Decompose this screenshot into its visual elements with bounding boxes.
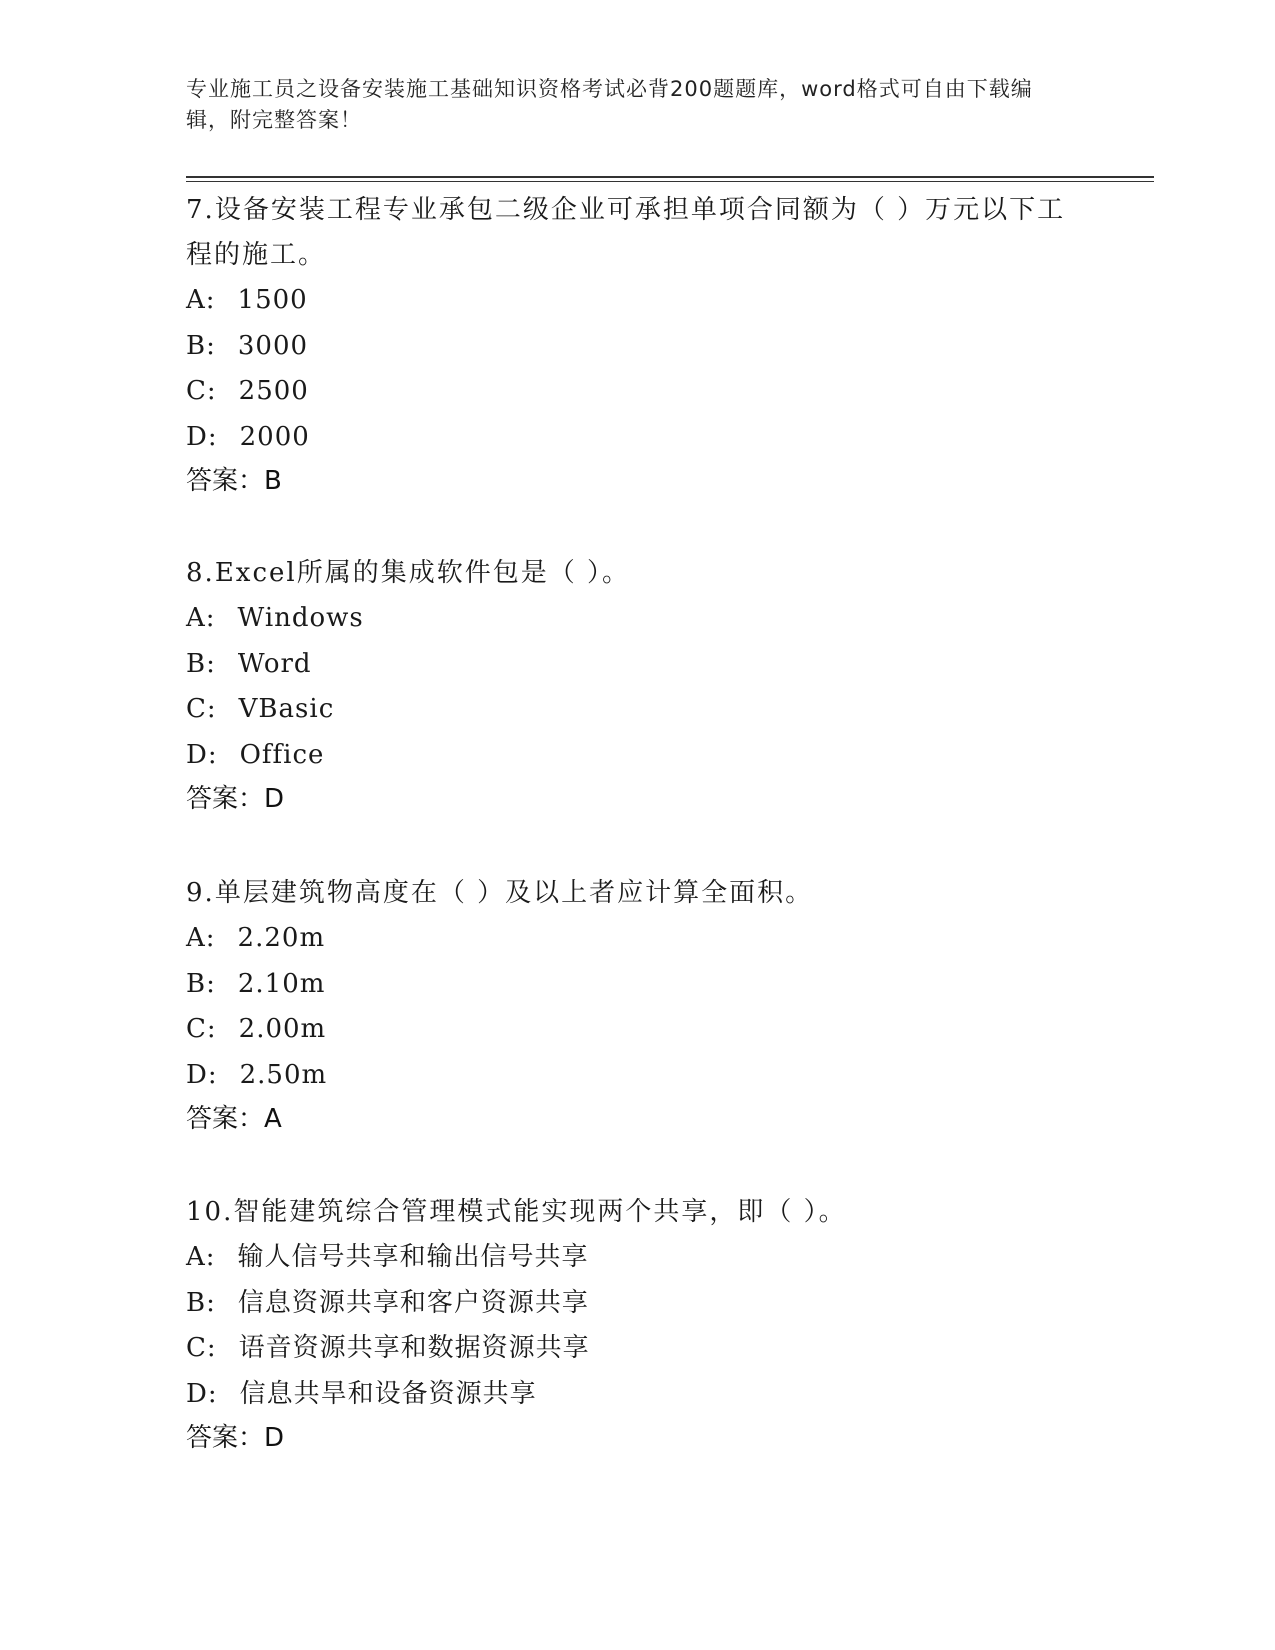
option-letter: D: (186, 421, 218, 452)
option-b (186, 324, 1086, 370)
option-letter: D: (186, 739, 218, 770)
header-divider-secondary (186, 181, 1154, 182)
option-c (186, 687, 1086, 733)
option-d (186, 1053, 1086, 1099)
option-letter: A: (186, 285, 216, 315)
option-letter: A: (186, 603, 216, 633)
option-c (186, 369, 1086, 415)
option-b (186, 962, 1086, 1008)
option-letter: A: (186, 923, 216, 953)
question-number: 8. (186, 558, 215, 588)
option-d (186, 1372, 1086, 1418)
option-b (186, 642, 1086, 688)
option-letter: C: (186, 694, 217, 724)
question-body: 智能建筑综合管理模式能实现两个共享，即（ ）。 (233, 1197, 847, 1227)
header-divider (186, 176, 1154, 178)
option-c (186, 1007, 1086, 1053)
option-letter: A: (186, 1242, 216, 1272)
question-number: 7. (186, 195, 215, 225)
option-b (186, 1281, 1086, 1327)
option-text: 2000 (239, 421, 310, 452)
question-text (186, 551, 1086, 596)
option-text: 2.50m (239, 1059, 328, 1090)
answer-label: 答案：D (186, 1423, 285, 1453)
question-text (186, 188, 1086, 278)
option-text: 3000 (237, 330, 309, 361)
question-number: 10. (186, 1197, 234, 1227)
option-text: 语音资源共享和数据资源共享 (238, 1333, 590, 1363)
option-text: Word (237, 648, 312, 679)
option-text: 信息资源共享和客户资源共享 (237, 1287, 589, 1318)
question-text (186, 1190, 1086, 1235)
option-letter: C: (186, 1333, 217, 1363)
question-text (186, 871, 1086, 916)
option-text: 输人信号共享和输出信号共享 (237, 1242, 589, 1272)
option-text: 2.10m (237, 968, 326, 999)
question-9 (186, 871, 1086, 1142)
option-letter: B: (186, 1287, 216, 1318)
option-text: 信息共旱和设备资源共享 (239, 1378, 537, 1409)
option-a (186, 916, 1086, 962)
option-text: 2.20m (237, 923, 326, 953)
question-body: Excel所属的集成软件包是（ ）。 (214, 558, 630, 588)
option-text: 1500 (237, 285, 308, 315)
option-letter: D: (186, 1378, 218, 1409)
answer-label: 答案：D (186, 784, 285, 814)
answer-label: 答案：A (186, 1104, 282, 1134)
option-d (186, 415, 1086, 461)
option-text: VBasic (238, 694, 335, 724)
option-text: Windows (237, 603, 364, 633)
option-c (186, 1326, 1086, 1372)
option-a (186, 278, 1086, 324)
answer-label: 答案：B (186, 466, 282, 496)
question-number: 9. (186, 878, 215, 908)
option-text: 2.00m (238, 1014, 327, 1044)
option-a (186, 1235, 1086, 1281)
option-letter: C: (186, 1014, 217, 1044)
option-letter: D: (186, 1059, 218, 1090)
question-8 (186, 551, 1086, 822)
option-letter: B: (186, 968, 216, 999)
option-d (186, 733, 1086, 779)
question-body: 单层建筑物高度在（ ）及以上者应计算全面积。 (214, 878, 814, 908)
document-intro: 专业施工员之设备安装施工基础知识资格考试必背200题题库，word格式可自由下载编辑，附完整答案！ (186, 77, 1033, 132)
option-letter: B: (186, 330, 216, 361)
question-body: 设备安装工程专业承包二级企业可承担单项合同额为（ ）万元以下工程的施工。 (186, 195, 1066, 270)
option-letter: B: (186, 648, 216, 679)
question-10 (186, 1190, 1086, 1461)
question-7 (186, 188, 1086, 504)
option-letter: C: (186, 376, 217, 406)
option-a (186, 596, 1086, 642)
option-text: 2500 (238, 376, 309, 406)
option-text: Office (239, 739, 325, 770)
